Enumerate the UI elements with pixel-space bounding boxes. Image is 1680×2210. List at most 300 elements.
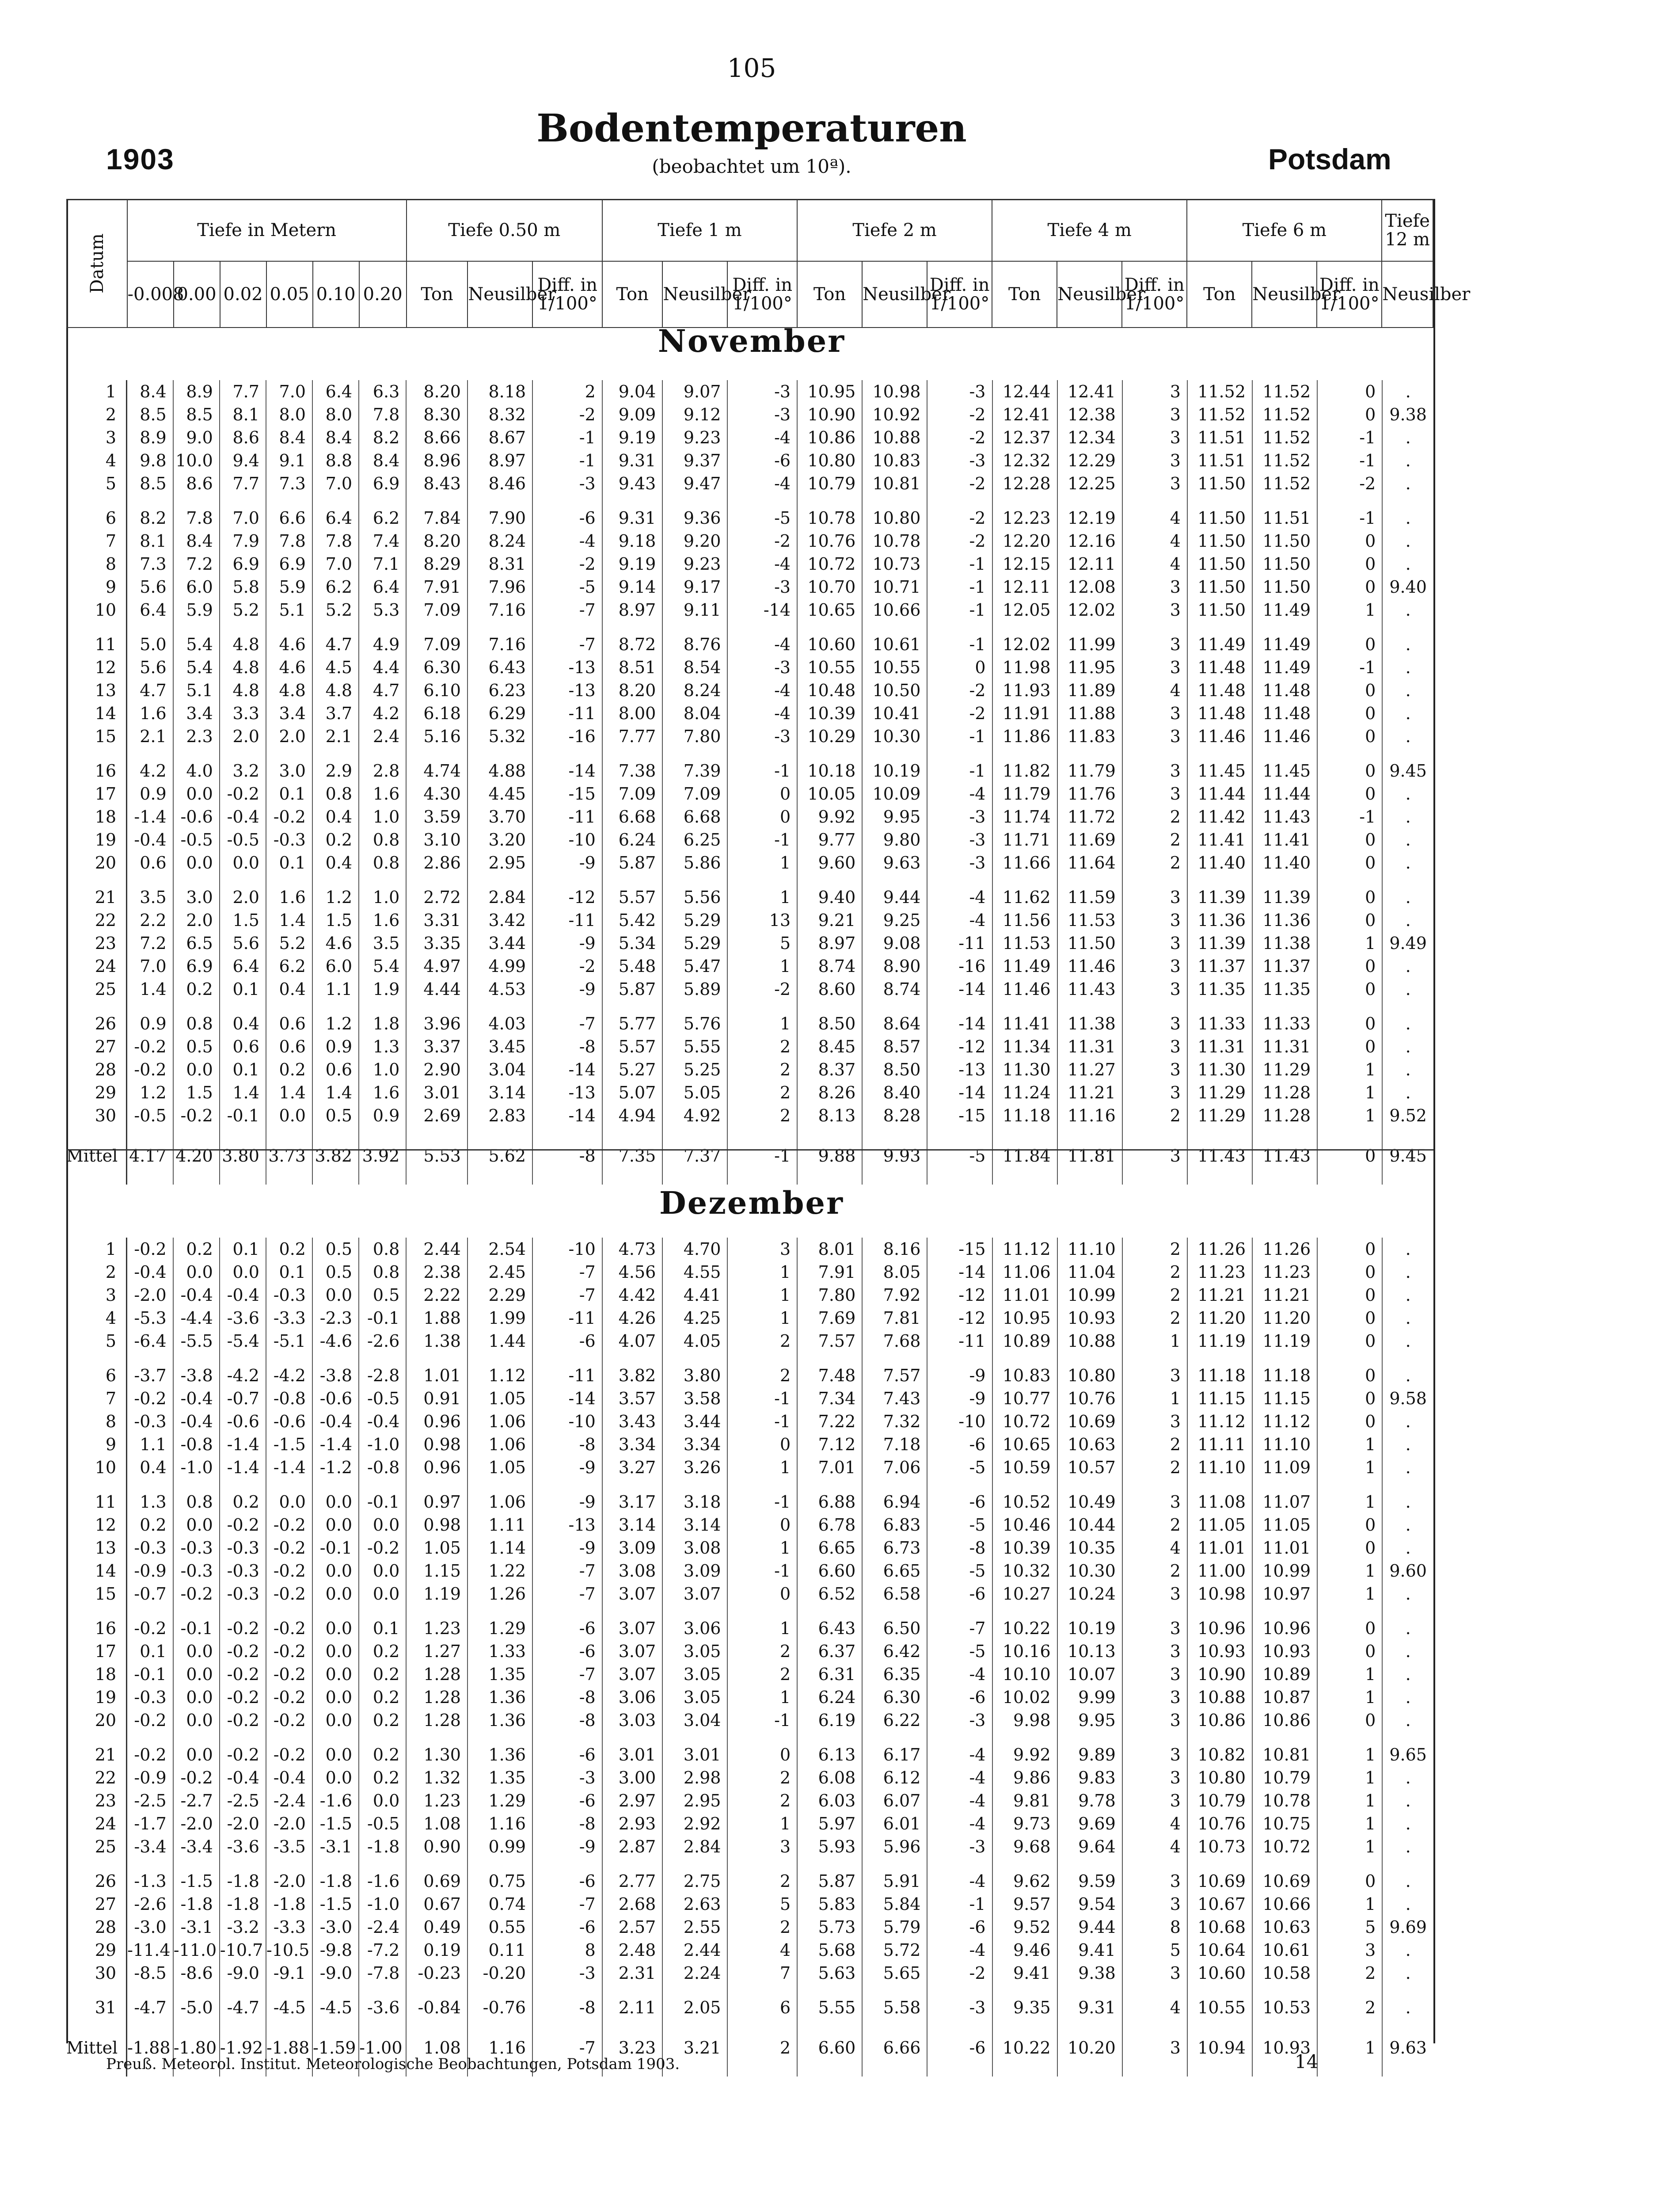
table-cell: 11.81 (1057, 1127, 1122, 1185)
table-cell: 3.18 (662, 1479, 727, 1513)
group-header-2m: Tiefe 2 m (797, 199, 992, 261)
table-row (66, 1789, 1433, 1812)
table-cell: -0.2 (266, 1732, 312, 1766)
table-cell: 1 (1317, 1732, 1382, 1766)
table-cell: 3.07 (602, 1582, 663, 1605)
table-cell: 3.44 (468, 932, 532, 955)
table-cell: 8.24 (662, 679, 727, 702)
table-cell: 1.0 (359, 1058, 406, 1081)
table-cell: -0.5 (359, 1387, 406, 1410)
table-cell: 8.5 (127, 403, 173, 426)
table-cell: -0.4 (127, 1261, 173, 1284)
table-cell: 11.46 (1057, 955, 1122, 978)
table-cell: 5 (1317, 1916, 1382, 1939)
date-cell: 11 (66, 1479, 127, 1513)
table-cell: . (1405, 1515, 1411, 1535)
table-cell: -1 (727, 1387, 797, 1410)
table-cell: 10.78 (1252, 1789, 1317, 1812)
table-cell: 3.07 (662, 1582, 727, 1605)
table-row (66, 575, 1433, 598)
table-cell: 1.6 (127, 702, 173, 725)
table-cell: 11.35 (1187, 978, 1252, 1001)
date-cell: 9 (66, 575, 127, 598)
table-cell: 0.0 (173, 1686, 220, 1709)
table-cell: 4.5 (312, 656, 359, 679)
table-cell: -9 (532, 851, 602, 874)
table-cell: 0 (1317, 1387, 1382, 1410)
date-cell: 4 (66, 449, 127, 472)
table-cell: 0.0 (266, 1479, 312, 1513)
table-cell: 1.3 (127, 1479, 173, 1513)
table-cell: 0.6 (127, 851, 173, 874)
table-cell: -14 (727, 598, 797, 621)
date-cell: 26 (66, 1001, 127, 1035)
table-cell: 1 (1317, 1766, 1382, 1789)
table-cell: -15 (532, 782, 602, 805)
table-cell: 3 (1122, 1353, 1187, 1387)
table-cell: -3 (532, 1766, 602, 1789)
table-cell: . (1405, 554, 1411, 574)
table-cell: 12.19 (1057, 495, 1122, 530)
table-cell: -1 (532, 449, 602, 472)
table-cell: 6 (727, 1985, 797, 2019)
table-cell: 5.4 (173, 656, 220, 679)
table-cell: -8 (927, 1536, 992, 1559)
table-cell: 9.04 (602, 380, 663, 403)
date-cell: Mittel (66, 1127, 127, 1185)
table-cell: -10 (532, 828, 602, 851)
date-cell: 4 (66, 1307, 127, 1330)
table-cell: 7.92 (862, 1284, 927, 1307)
table-row (66, 1962, 1433, 1985)
table-cell: 6.65 (862, 1559, 927, 1582)
table-cell: 11.51 (1187, 426, 1252, 449)
table-cell: -0.9 (127, 1766, 173, 1789)
table-cell: 9.31 (1057, 1985, 1122, 2019)
table-cell: . (1405, 1837, 1411, 1856)
table-cell: 1.05 (468, 1456, 532, 1479)
table-cell: -13 (532, 656, 602, 679)
table-cell: 3 (1122, 1640, 1187, 1663)
table-cell: 9.60 (797, 851, 862, 874)
table-cell: -4 (927, 1858, 992, 1893)
depth-header: 0.05 (266, 261, 313, 328)
table-cell: 0.11 (468, 1939, 532, 1962)
table-cell: 1 (1317, 932, 1382, 955)
diff-header: Diff. in 1/100° (1122, 261, 1187, 328)
table-cell: 7.01 (797, 1456, 862, 1479)
table-cell: -14 (927, 1261, 992, 1284)
ton-header: Ton (797, 261, 862, 328)
table-cell: 11.51 (1187, 449, 1252, 472)
table-cell: 3 (1122, 874, 1187, 909)
date-cell: 18 (66, 805, 127, 828)
table-cell: -3 (727, 380, 797, 403)
table-cell: 2.98 (662, 1766, 727, 1789)
date-cell: 28 (66, 1916, 127, 1939)
table-cell: 10.60 (1187, 1962, 1252, 1985)
table-cell: 2.68 (602, 1893, 663, 1916)
diff-header: Diff. in 1/100° (1317, 261, 1382, 328)
table-cell: 11.98 (992, 656, 1057, 679)
table-cell: 10.86 (1187, 1709, 1252, 1732)
table-row (66, 449, 1433, 472)
table-cell: -3.0 (127, 1916, 173, 1939)
table-cell: 0 (1317, 1307, 1382, 1330)
table-cell: 3 (727, 1835, 797, 1858)
table-cell: -0.2 (266, 1709, 312, 1732)
table-cell: 8.74 (797, 955, 862, 978)
table-cell: -1 (927, 552, 992, 575)
table-cell: 0.2 (266, 1238, 312, 1261)
table-cell: 9.68 (992, 1835, 1057, 1858)
table-cell: 1.11 (468, 1513, 532, 1536)
table-cell: 3.3 (220, 702, 266, 725)
table-cell: 10.93 (1252, 2019, 1317, 2077)
table-cell: 10.98 (862, 380, 927, 403)
table-cell: 10.18 (797, 748, 862, 782)
table-cell: 11.09 (1252, 1456, 1317, 1479)
table-row (66, 725, 1433, 748)
table-cell: -13 (532, 1081, 602, 1104)
table-cell: 9.35 (992, 1985, 1057, 2019)
table-cell: -0.2 (127, 1035, 173, 1058)
table-cell: 11.71 (992, 828, 1057, 851)
table-row (66, 1513, 1433, 1536)
table-cell: 10.53 (1252, 1985, 1317, 2019)
table-cell: -5 (727, 495, 797, 530)
table-cell: -0.7 (220, 1387, 266, 1410)
table-cell: 8.20 (406, 380, 468, 403)
table-cell: 11.82 (992, 748, 1057, 782)
table-cell: 5.87 (602, 978, 663, 1001)
table-row (66, 805, 1433, 828)
table-cell: 4.41 (662, 1284, 727, 1307)
table-cell: 5.55 (662, 1035, 727, 1058)
table-cell: 10.94 (1187, 2019, 1252, 2077)
table-cell: 9.95 (1057, 1709, 1122, 1732)
table-cell: 11.12 (1252, 1410, 1317, 1433)
table-cell: 3 (1122, 403, 1187, 426)
table-cell: 10.76 (797, 530, 862, 552)
table-cell: 3 (1317, 1939, 1382, 1962)
table-cell: 6.4 (127, 598, 173, 621)
table-cell: -3 (927, 1709, 992, 1732)
table-cell: -1.4 (220, 1433, 266, 1456)
table-cell: -11.0 (173, 1939, 220, 1962)
table-cell: 10.77 (992, 1387, 1057, 1410)
table-cell: 10.58 (1252, 1962, 1317, 1985)
table-cell: 11.35 (1252, 978, 1317, 1001)
table-cell: -0.2 (127, 1732, 173, 1766)
table-cell: 0 (727, 1582, 797, 1605)
table-cell: 7.7 (220, 472, 266, 495)
table-cell: 11.16 (1057, 1104, 1122, 1127)
table-cell: 10.72 (797, 552, 862, 575)
table-cell: 0.6 (312, 1058, 359, 1081)
table-cell: 7.91 (797, 1261, 862, 1284)
table-cell: 4.99 (468, 955, 532, 978)
table-cell: 6.29 (468, 702, 532, 725)
table-cell: -2 (927, 702, 992, 725)
table-cell: 0.6 (266, 1035, 312, 1058)
table-cell: 1.29 (468, 1605, 532, 1640)
table-cell: 10.27 (992, 1582, 1057, 1605)
table-cell: 1.16 (468, 1812, 532, 1835)
table-row (66, 1732, 1433, 1766)
table-cell: 10.44 (1057, 1513, 1122, 1536)
november-table (66, 380, 1433, 1185)
table-cell: 0 (1317, 1330, 1382, 1353)
table-cell: 11.29 (1252, 1058, 1317, 1081)
table-cell: -0.2 (173, 1766, 220, 1789)
table-cell: 2 (727, 1081, 797, 1104)
table-cell: -3.3 (266, 1307, 312, 1330)
table-cell: -0.4 (173, 1284, 220, 1307)
table-cell: 8 (532, 1939, 602, 1962)
table-cell: 11.41 (1187, 828, 1252, 851)
table-cell: -6 (532, 1916, 602, 1939)
table-row (66, 1939, 1433, 1962)
table-cell: -2.5 (127, 1789, 173, 1812)
table-cell: 2.75 (662, 1858, 727, 1893)
table-cell: 0.2 (127, 1513, 173, 1536)
table-cell: 10.64 (1187, 1939, 1252, 1962)
table-cell: 0.8 (173, 1001, 220, 1035)
table-cell: 1 (727, 1261, 797, 1284)
table-cell: -0.1 (220, 1104, 266, 1127)
table-cell: 5.93 (797, 1835, 862, 1858)
table-cell: 8.96 (406, 449, 468, 472)
table-cell: 7.32 (862, 1410, 927, 1433)
table-cell: 5.58 (862, 1985, 927, 2019)
table-cell: -3 (927, 828, 992, 851)
depth-header: 0.10 (313, 261, 359, 328)
table-cell: 7.37 (662, 1127, 727, 1185)
table-cell: 9.18 (602, 530, 663, 552)
table-cell: -3.4 (173, 1835, 220, 1858)
table-cell: 8.57 (862, 1035, 927, 1058)
table-cell: 3.07 (602, 1640, 663, 1663)
table-cell: 4.26 (602, 1307, 663, 1330)
date-cell: 17 (66, 1640, 127, 1663)
table-cell: -4 (727, 702, 797, 725)
table-row (66, 1433, 1433, 1456)
table-cell: 11.72 (1057, 805, 1122, 828)
table-cell: 3.01 (406, 1081, 468, 1104)
table-cell: -0.8 (173, 1433, 220, 1456)
table-cell: 9.25 (862, 909, 927, 932)
table-cell: 3 (1122, 1035, 1187, 1058)
date-cell: 5 (66, 1330, 127, 1353)
table-cell: 11.76 (1057, 782, 1122, 805)
table-cell: 11.30 (1187, 1058, 1252, 1081)
table-cell: -6 (532, 1640, 602, 1663)
table-cell: -8 (532, 1127, 602, 1185)
table-cell: 3.07 (602, 1605, 663, 1640)
table-cell: 6.37 (797, 1640, 862, 1663)
table-row (66, 828, 1433, 851)
table-cell: -3 (927, 805, 992, 828)
date-cell: 7 (66, 530, 127, 552)
table-cell: 2.92 (662, 1812, 727, 1835)
table-cell: 2 (1122, 851, 1187, 874)
table-cell: 11.44 (1187, 782, 1252, 805)
table-cell: -4.7 (220, 1985, 266, 2019)
table-cell: 1.23 (406, 1605, 468, 1640)
table-cell: 8.9 (127, 426, 173, 449)
table-cell: -3.6 (359, 1985, 406, 2019)
table-cell: 10.61 (1252, 1939, 1317, 1962)
table-cell: 3.21 (662, 2019, 727, 2077)
table-cell: 9.41 (1057, 1939, 1122, 1962)
table-cell: 11.10 (1187, 1456, 1252, 1479)
table-cell: 1.0 (359, 874, 406, 909)
table-cell: -0.2 (220, 1732, 266, 1766)
table-cell: 7.18 (862, 1433, 927, 1456)
table-row (66, 851, 1433, 874)
table-cell: 10.80 (1187, 1766, 1252, 1789)
table-cell: 5.07 (602, 1081, 663, 1104)
table-cell: -11 (532, 702, 602, 725)
date-cell: 17 (66, 782, 127, 805)
table-cell: 11.48 (1252, 702, 1317, 725)
table-cell: 10.83 (992, 1353, 1057, 1387)
table-cell: 0 (1317, 909, 1382, 932)
table-cell: -9.1 (266, 1962, 312, 1985)
table-cell: 8.32 (468, 403, 532, 426)
table-cell: 0.1 (220, 1058, 266, 1081)
table-cell: 12.32 (992, 449, 1057, 472)
table-cell: 11.46 (1252, 725, 1317, 748)
table-cell: 4.44 (406, 978, 468, 1001)
table-cell: 5.84 (862, 1893, 927, 1916)
table-cell: 6.2 (266, 955, 312, 978)
table-cell: -12 (927, 1284, 992, 1307)
table-cell: 3.82 (602, 1353, 663, 1387)
table-row (66, 656, 1433, 679)
table-cell: -0.2 (266, 1686, 312, 1709)
table-cell: -7.2 (359, 1939, 406, 1962)
table-cell: -1.2 (312, 1456, 359, 1479)
table-cell: 1.28 (406, 1663, 468, 1686)
table-cell: 2.55 (662, 1916, 727, 1939)
table-cell: -4.5 (312, 1985, 359, 2019)
table-cell: -0.2 (127, 1058, 173, 1081)
table-cell: 1.99 (468, 1307, 532, 1330)
table-cell: 8.9 (173, 380, 220, 403)
table-cell: 11.41 (992, 1001, 1057, 1035)
table-cell: 0 (1317, 1513, 1382, 1536)
table-cell: -1.8 (173, 1893, 220, 1916)
table-cell: 5.0 (127, 621, 173, 656)
table-cell: 11.26 (1252, 1238, 1317, 1261)
table-cell: 0 (727, 782, 797, 805)
table-cell: 6.68 (602, 805, 663, 828)
table-cell: 10.30 (862, 725, 927, 748)
table-cell: 10.90 (797, 403, 862, 426)
table-cell: 9.83 (1057, 1766, 1122, 1789)
table-cell: -0.3 (173, 1536, 220, 1559)
group-header-1m: Tiefe 1 m (602, 199, 797, 261)
table-cell: 10.76 (1187, 1812, 1252, 1835)
table-cell: -0.2 (173, 1582, 220, 1605)
table-cell: 7.38 (602, 748, 663, 782)
table-cell: 10.81 (1252, 1732, 1317, 1766)
table-cell: 0 (1317, 725, 1382, 748)
table-cell: 11.05 (1252, 1513, 1317, 1536)
table-cell: 0.0 (173, 1261, 220, 1284)
table-cell: -4 (927, 874, 992, 909)
table-cell: -2.0 (266, 1858, 312, 1893)
table-cell: -2 (1317, 472, 1382, 495)
table-cell: -0.1 (312, 1536, 359, 1559)
table-cell: 6.43 (468, 656, 532, 679)
table-cell: -0.2 (266, 1605, 312, 1640)
table-cell: -4 (727, 472, 797, 495)
table-cell: 9.8 (127, 449, 173, 472)
table-cell: -0.2 (127, 1605, 173, 1640)
table-cell: -3 (927, 449, 992, 472)
table-cell: -14 (927, 1081, 992, 1104)
table-cell: 0.0 (312, 1709, 359, 1732)
table-cell: 11.48 (1187, 656, 1252, 679)
table-cell: -9 (927, 1353, 992, 1387)
table-cell: 3.44 (662, 1410, 727, 1433)
table-cell: 10.68 (1187, 1916, 1252, 1939)
table-cell: 8.31 (468, 552, 532, 575)
table-cell: 5.4 (173, 621, 220, 656)
diff-header: Diff. in 1/100° (927, 261, 992, 328)
table-cell: 9.54 (1057, 1893, 1122, 1916)
year-label: 1903 (106, 143, 175, 175)
table-cell: 2 (532, 380, 602, 403)
table-cell: 6.03 (797, 1789, 862, 1812)
table-cell: 5.32 (468, 725, 532, 748)
table-cell: 1 (727, 851, 797, 874)
table-cell: 1 (1122, 1387, 1187, 1410)
table-cell: 1.22 (468, 1559, 532, 1582)
table-row (66, 1559, 1433, 1582)
table-cell: -0.2 (266, 1513, 312, 1536)
table-cell: 6.9 (173, 955, 220, 978)
table-row (66, 1605, 1433, 1640)
table-row (66, 1330, 1433, 1353)
table-cell: 5.68 (797, 1939, 862, 1962)
table-cell: -3.4 (127, 1835, 173, 1858)
table-cell: 7.96 (468, 575, 532, 598)
depth-header: 0.20 (359, 261, 407, 328)
table-cell: 1 (1317, 1812, 1382, 1835)
table-cell: 0 (1317, 1353, 1382, 1387)
table-cell: 3 (1122, 932, 1187, 955)
table-row (66, 1536, 1433, 1559)
table-cell: -6 (727, 449, 797, 472)
table-cell: 8.6 (220, 426, 266, 449)
table-cell: 7.35 (602, 1127, 663, 1185)
table-cell: 3 (1122, 1605, 1187, 1640)
table-cell: 11.15 (1187, 1387, 1252, 1410)
table-cell: -9 (532, 978, 602, 1001)
table-cell: 8.4 (312, 426, 359, 449)
table-cell: 1 (727, 1605, 797, 1640)
table-cell: 2.57 (602, 1916, 663, 1939)
table-row (66, 1985, 1433, 2019)
table-cell: 11.42 (1187, 805, 1252, 828)
group-header-4m: Tiefe 4 m (992, 199, 1187, 261)
table-cell: 10.72 (992, 1410, 1057, 1433)
table-cell: -0.2 (220, 1513, 266, 1536)
